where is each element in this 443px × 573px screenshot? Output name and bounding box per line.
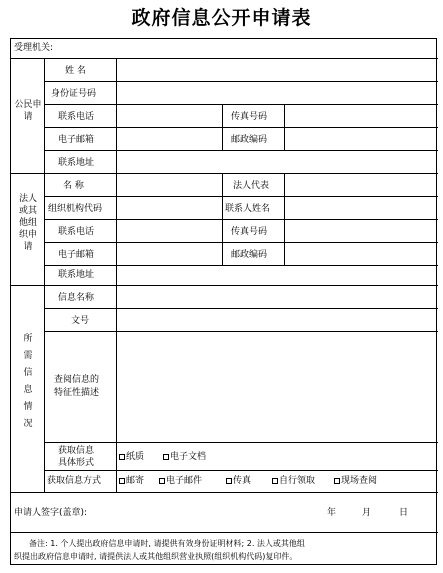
signature-year: 年 (327, 508, 337, 518)
application-form (10, 38, 437, 565)
info-form-label-1: 获取信息 (58, 446, 95, 456)
method-option-self-pickup[interactable] (272, 476, 315, 487)
citizen-phone-label: 联系电话 (58, 112, 95, 122)
info-desc-field[interactable] (117, 332, 437, 441)
method-option-label: 自行领取 (279, 476, 316, 486)
citizen-name-field[interactable] (117, 59, 437, 79)
citizen-address-field[interactable] (117, 151, 437, 171)
info-docno-label: 文号 (71, 316, 90, 326)
citizen-phone-field[interactable] (117, 105, 221, 125)
note-line-1: 备注: 1. 个人提出政府信息申请时, 请提供有效身份证明材料; 2. 法人或其他组 (29, 539, 305, 548)
org-fax-field[interactable] (285, 220, 437, 240)
form-option-paper[interactable] (119, 452, 144, 463)
citizen-name-label: 姓 名 (65, 66, 86, 76)
agency-field[interactable] (73, 39, 433, 58)
org-phone-field[interactable] (117, 220, 221, 240)
citizen-section-label: 公民申请 (14, 100, 42, 122)
col-divider (44, 58, 45, 492)
org-fax-label: 传真号码 (231, 227, 268, 237)
signature-day: 日 (399, 508, 409, 518)
org-section-label: 法人或其他组织申请 (18, 194, 37, 252)
checkbox-icon[interactable] (163, 454, 169, 460)
signature-month: 月 (362, 508, 372, 518)
checkbox-icon[interactable] (272, 478, 278, 484)
method-option-label: 现场查阅 (341, 476, 378, 486)
info-name-field[interactable] (117, 286, 437, 306)
form-option-electronic[interactable] (163, 452, 206, 463)
row-divider (44, 470, 438, 471)
citizen-address-label: 联系地址 (58, 158, 95, 168)
info-form-label-2: 具体形式 (58, 458, 95, 468)
org-email-field[interactable] (117, 243, 221, 263)
citizen-fax-field[interactable] (285, 105, 437, 125)
info-name-label: 信息名称 (58, 293, 95, 303)
org-name-field[interactable] (117, 174, 221, 194)
checkbox-icon[interactable] (334, 478, 340, 484)
org-postcode-label: 邮政编码 (231, 250, 268, 260)
checkbox-icon[interactable] (226, 478, 232, 484)
agency-label: 受理机关: (14, 43, 54, 53)
checkbox-icon[interactable] (119, 478, 125, 484)
org-email-label: 电子邮箱 (58, 250, 95, 260)
method-option-email[interactable] (159, 476, 202, 487)
form-title: 政府信息公开申请表 (131, 7, 312, 29)
info-section-label: 所需信息情况 (23, 334, 33, 429)
citizen-id-label: 身份证号码 (51, 89, 97, 99)
citizen-fax-label: 传真号码 (231, 112, 268, 122)
citizen-id-field[interactable] (117, 82, 437, 102)
org-code-label: 组织机构代码 (48, 204, 103, 214)
method-option-mail[interactable] (119, 476, 144, 487)
method-option-fax[interactable] (226, 476, 251, 487)
note-line-2: 织提出政府信息申请时, 请提供法人或其他组织营业执照(组织机构代码)复印件。 (14, 552, 298, 561)
org-contact-field[interactable] (285, 197, 437, 217)
section-divider (11, 532, 438, 533)
info-desc-label-1: 查阅信息的 (54, 375, 100, 385)
col-divider (222, 104, 223, 150)
citizen-email-label: 电子邮箱 (58, 135, 95, 145)
checkbox-icon[interactable] (119, 454, 125, 460)
citizen-postcode-label: 邮政编码 (231, 135, 268, 145)
org-postcode-field[interactable] (285, 243, 437, 263)
form-option-label: 纸质 (126, 452, 145, 462)
info-docno-field[interactable] (117, 309, 437, 329)
org-name-label: 名 称 (63, 181, 84, 191)
method-option-onsite[interactable] (334, 476, 377, 487)
citizen-postcode-field[interactable] (285, 128, 437, 148)
org-legal-rep-label: 法人代表 (233, 181, 270, 191)
signature-label: 申请人签字(盖章): (14, 508, 88, 518)
form-option-label: 电子文档 (170, 452, 207, 462)
col-divider (222, 173, 223, 265)
org-phone-label: 联系电话 (58, 227, 95, 237)
org-code-field[interactable] (117, 197, 221, 217)
org-address-label: 联系地址 (58, 270, 95, 280)
citizen-email-field[interactable] (117, 128, 221, 148)
section-divider (11, 492, 438, 493)
method-option-label: 邮寄 (126, 476, 145, 486)
org-address-field[interactable] (117, 266, 437, 284)
method-option-label: 传真 (233, 476, 252, 486)
checkbox-icon[interactable] (159, 478, 165, 484)
method-option-label: 电子邮件 (166, 476, 203, 486)
info-desc-label-2: 特征性描述 (54, 388, 100, 398)
org-legal-rep-field[interactable] (285, 174, 437, 194)
org-contact-label: 联系人姓名 (225, 204, 271, 214)
row-divider (44, 442, 438, 443)
signature-field[interactable] (103, 497, 313, 529)
method-label: 获取信息方式 (47, 476, 102, 486)
